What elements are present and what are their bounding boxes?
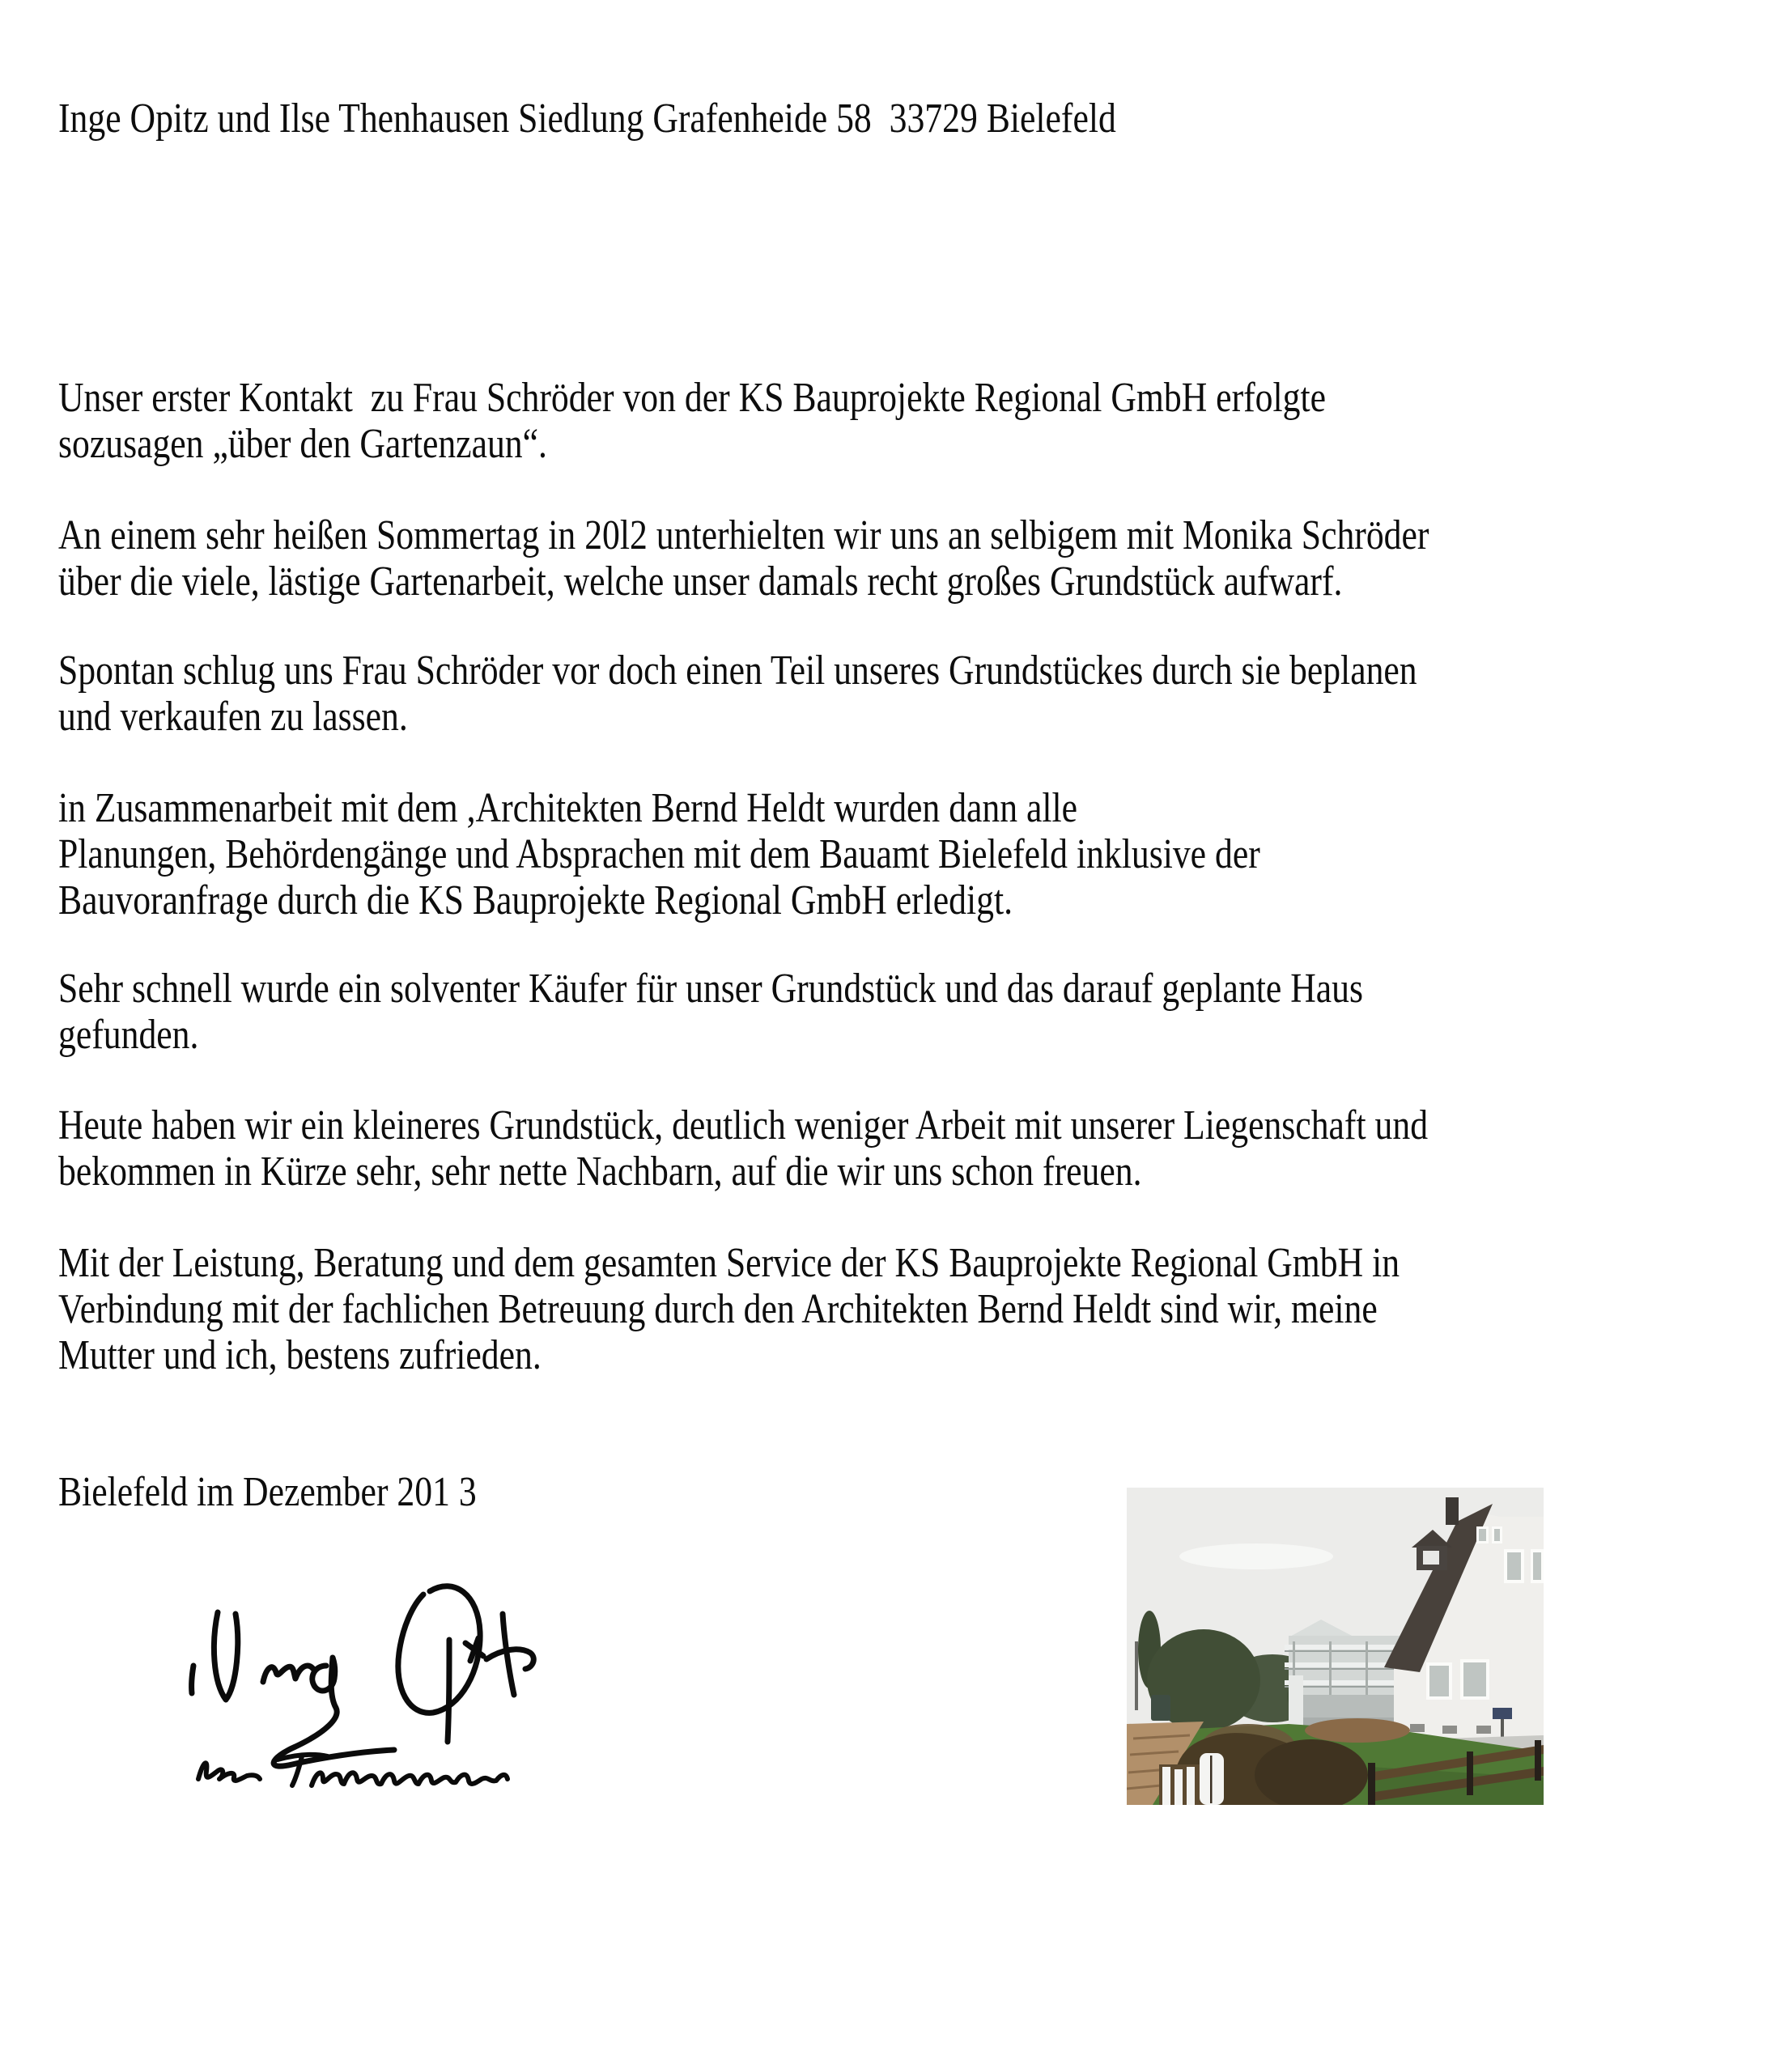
paragraph-3	[58, 648, 1676, 740]
photo-gate-slat	[1187, 1767, 1195, 1805]
paragraph-line: Heute haben wir ein kleineres Grundstück, deutlich weniger Arbeit mit unserer Liegenschaft und	[58, 1102, 1429, 1149]
photo-cloud	[1179, 1543, 1333, 1569]
paragraph-line: Mutter und ich, bestens zufrieden.	[58, 1332, 542, 1378]
paragraph-7	[58, 1240, 1655, 1378]
photo-side-window-pane	[1507, 1552, 1521, 1580]
photo-mailbox	[1493, 1708, 1512, 1719]
sender-address-block	[58, 96, 1318, 142]
paragraph-line: in Zusammenarbeit mit dem ,Architekten Bernd Heldt wurden dann alle	[58, 785, 1078, 831]
signature-image	[182, 1562, 571, 1829]
paragraph-line: Unser erster Kontakt zu Frau Schröder von der KS Bauprojekte Regional GmbH erfolgte	[58, 375, 1326, 421]
paragraph-line: Sehr schnell wurde ein solventer Käufer für unser Grundstück und das darauf geplante Haus	[58, 966, 1364, 1012]
photo-fence-post	[1368, 1763, 1375, 1805]
paragraph-6	[58, 1102, 1688, 1195]
property-photo	[1127, 1488, 1544, 1805]
photo-front-window-pane	[1463, 1662, 1486, 1696]
paragraph-4	[58, 785, 1489, 923]
date-line-block	[58, 1469, 556, 1515]
signature-ilse-thenhausen	[198, 1755, 508, 1785]
photo-scaffold-column	[1289, 1675, 1303, 1732]
paragraph-line: Verbindung mit der fachlichen Betreuung durch den Architekten Bernd Heldt sind wir, meine	[58, 1286, 1378, 1332]
photo-fence-post	[1535, 1740, 1541, 1781]
paragraph-line: Mit der Leistung, Beratung und dem gesamten Service der KS Bauprojekte Regional GmbH in	[58, 1240, 1400, 1286]
photo-fence-post	[1467, 1751, 1473, 1795]
paragraph-line: An einem sehr heißen Sommertag in 20l2 unterhielten wir uns an selbigem mit Monika Schröder	[58, 512, 1429, 558]
paragraph-line: über die viele, lästige Gartenarbeit, welche unser damals recht großes Grundstück aufwarf.	[58, 558, 1343, 605]
paragraph-5	[58, 966, 1612, 1058]
sender-address-line: Inge Opitz und Ilse Thenhausen Siedlung Grafenheide 58 33729 Bielefeld	[58, 96, 1116, 142]
photo-gate-seam	[1210, 1756, 1213, 1803]
photo-gate-slat	[1174, 1769, 1183, 1805]
paragraph-line: bekommen in Kürze sehr, sehr nette Nachbarn, auf die wir uns schon freuen.	[58, 1149, 1142, 1195]
paragraph-line: Spontan schlug uns Frau Schröder vor doch einen Teil unseres Grundstückes durch sie beplanen	[58, 648, 1417, 694]
photo-green-bin	[1151, 1695, 1170, 1721]
photo-basement-vent	[1442, 1726, 1457, 1734]
photo-gate-slat	[1162, 1767, 1170, 1805]
paragraph-2	[58, 512, 1690, 605]
photo-gable-window-pane	[1479, 1529, 1486, 1541]
photo-dirt-mound	[1305, 1718, 1410, 1743]
paragraph-line: gefunden.	[58, 1012, 199, 1058]
photo-basement-vent	[1410, 1724, 1425, 1732]
photo-dormer-window	[1423, 1551, 1439, 1565]
photo-side-window-pane	[1533, 1552, 1541, 1580]
paragraph-1	[58, 375, 1567, 467]
date-line: Bielefeld im Dezember 201 3	[58, 1469, 477, 1515]
photo-basement-vent	[1476, 1726, 1491, 1734]
signature-inge-opitz	[192, 1586, 534, 1766]
paragraph-line: sozusagen „über den Gartenzaun“.	[58, 421, 547, 467]
photo-front-window-pane	[1429, 1666, 1449, 1696]
paragraph-line: Bauvoranfrage durch die KS Bauprojekte Regional GmbH erledigt.	[58, 877, 1013, 923]
paragraph-line: Planungen, Behördengänge und Absprachen mit dem Bauamt Bielefeld inklusive der	[58, 831, 1260, 877]
paragraph-line: und verkaufen zu lassen.	[58, 694, 408, 740]
photo-pole	[1135, 1641, 1138, 1710]
photo-gable-window-pane	[1494, 1529, 1500, 1541]
photo-chimney	[1446, 1497, 1459, 1525]
